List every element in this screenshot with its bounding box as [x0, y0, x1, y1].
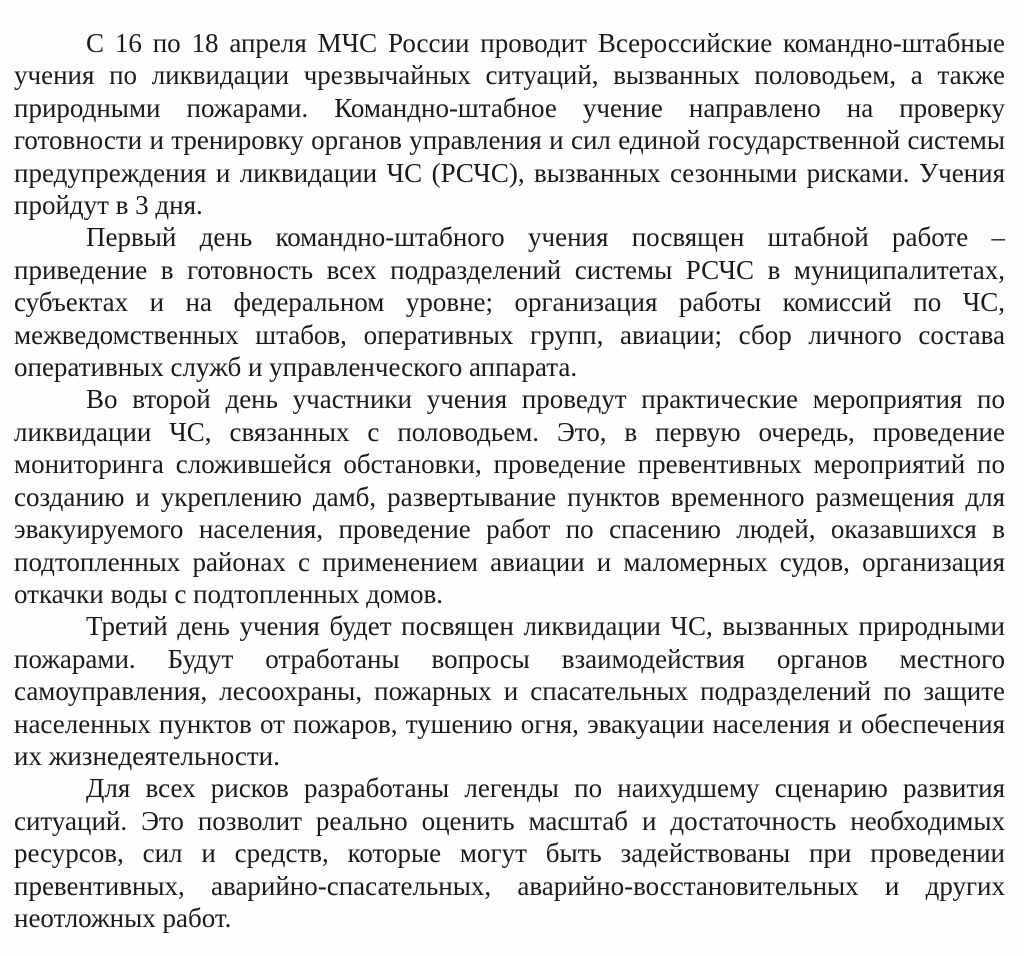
document-body [14, 27, 1005, 934]
paragraph-day-one: Первый день командно-штабного учения посвящен штабной работе – приведение в готовность всех подразделений системы РСЧС в муниципалитетах, субъектах и на федеральном уровне; организация работы комиссий по ЧС, межведомственных штабов, оперативных групп, авиации; сбор личного состава оперативных служб и управленческого аппарата. [14, 222, 1005, 383]
paragraph-exercise-intro: С 16 по 18 апреля МЧС России проводит Всероссийские командно-штабные учения по ликвидации чрезвычайных ситуаций, вызванных половодьем, а также природными пожарами. Командно-штабное учение направлено на проверку готовности и тренировку органов управления и сил единой государственной системы предупреждения и ликвидации ЧС (РСЧС), вызванных сезонными рисками. Учения пройдут в 3 дня. [14, 28, 1005, 221]
paragraph-scenarios: Для всех рисков разработаны легенды по наихудшему сценарию развития ситуаций. Это позволит реально оценить масштаб и достаточность необходимых ресурсов, сил и средств, которые могут быть задействованы при проведении превентивных, аварийно-спасательных, аварийно-восстановительных и других неотложных работ. [14, 773, 1005, 933]
paragraph-day-two: Во второй день участники учения проведут практические мероприятия по ликвидации ЧС, связанных с половодьем. Это, в первую очередь, проведение мониторинга сложившейся обстановки, проведение превентивных мероприятий по созданию и укреплению дамб, развертывание пунктов временного размещения для эвакуируемого населения, проведение работ по спасению людей, оказавшихся в подтопленных районах с применением авиации и маломерных судов, организация откачки воды с подтопленных домов. [14, 384, 1005, 609]
paragraph-day-three: Третий день учения будет посвящен ликвидации ЧС, вызванных природными пожарами. Будут отработаны вопросы взаимодействия органов местного самоуправления, лесоохраны, пожарных и спасательных подразделений по защите населенных пунктов от пожаров, тушению огня, эвакуации населения и обеспечения их жизнедеятельности. [14, 611, 1005, 771]
